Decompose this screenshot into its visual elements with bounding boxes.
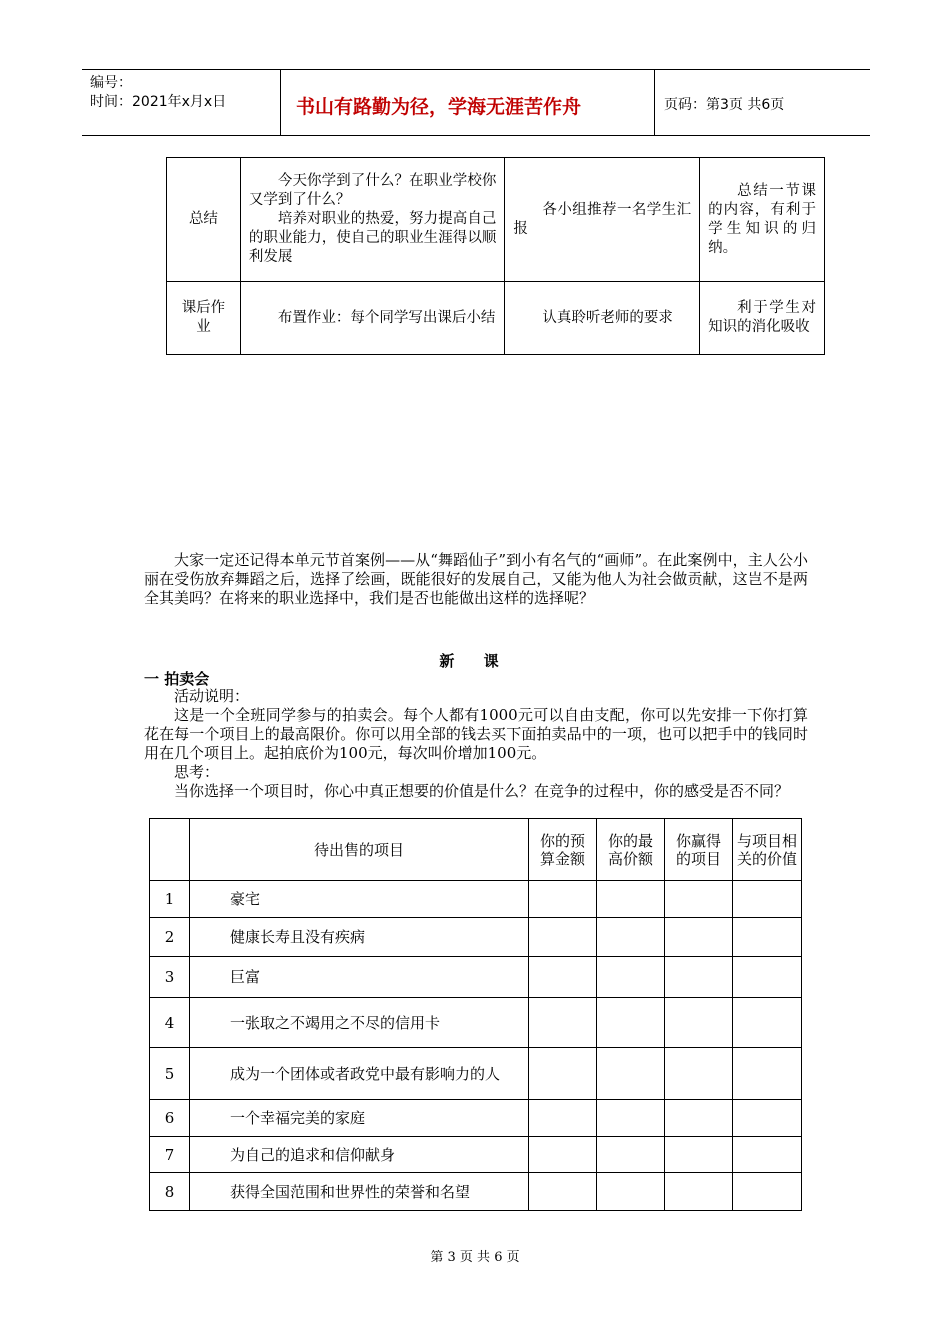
auction-table	[149, 818, 802, 1211]
won-item-cell	[665, 1048, 733, 1100]
purpose-cell: 利于学生对知识的消化吸收	[700, 282, 825, 355]
header-bottom-rule	[82, 135, 870, 136]
column-header: 你的最高价额	[597, 819, 665, 881]
new-lesson-title: 新 课	[439, 652, 511, 670]
header-divider-right	[654, 69, 655, 135]
activity-text: 这是一个全班同学参与的拍卖会。每个人都有1000元可以自由支配，你可以先安排一下你打算花在每一个项目上的最高限价。你可以用全部的钱去买下面拍卖品中的一项，也可以把手中的钱同时用在几个项目上。起拍底价为100元，每次叫价增加100元。	[144, 706, 808, 762]
stage-cell: 课后作业	[167, 282, 241, 355]
item-number: 8	[150, 1173, 190, 1211]
item-name: 一张取之不竭用之不尽的信用卡	[190, 998, 529, 1048]
budget-cell	[529, 1100, 597, 1137]
think-label: 思考：	[174, 763, 220, 781]
max-price-cell	[597, 1100, 665, 1137]
doc-number-label: 编号：	[90, 75, 132, 91]
column-header	[150, 819, 190, 881]
item-name: 获得全国范围和世界性的荣誉和名望	[190, 1173, 529, 1211]
teacher-text: 培养对职业的热爱，努力提高自己的职业能力，使自己的职业生涯得以顺利发展	[248, 211, 497, 265]
item-number: 4	[150, 998, 190, 1048]
item-name: 健康长寿且没有疾病	[190, 918, 529, 957]
won-item-cell	[665, 881, 733, 918]
budget-cell	[529, 918, 597, 957]
table-row	[150, 918, 802, 957]
student-activity-cell: 各小组推荐一名学生汇报	[505, 158, 700, 282]
table-header-row	[150, 819, 802, 881]
item-name: 一个幸福完美的家庭	[190, 1100, 529, 1137]
column-header: 你的预算金额	[529, 819, 597, 881]
column-header: 你赢得的项目	[665, 819, 733, 881]
activity-label: 活动说明：	[174, 687, 250, 705]
header-page-code: 页码：第3页 共6页	[664, 97, 785, 113]
budget-cell	[529, 957, 597, 998]
item-number: 6	[150, 1100, 190, 1137]
won-item-cell	[665, 998, 733, 1048]
header-top-rule	[82, 69, 870, 70]
max-price-cell	[597, 957, 665, 998]
item-number: 7	[150, 1137, 190, 1173]
student-activity-cell: 认真聆听老师的要求	[505, 282, 700, 355]
page-footer: 第 3 页 共 6 页	[430, 1250, 520, 1265]
item-number: 3	[150, 957, 190, 998]
think-text: 当你选择一个项目时，你心中真正想要的价值是什么？在竞争的过程中，你的感受是否不同？	[174, 782, 790, 800]
value-cell	[733, 1100, 802, 1137]
item-name: 为自己的追求和信仰献身	[190, 1137, 529, 1173]
value-cell	[733, 1173, 802, 1211]
table-row	[150, 1173, 802, 1211]
value-cell	[733, 957, 802, 998]
max-price-cell	[597, 1137, 665, 1173]
column-header: 与项目相关的价值	[733, 819, 802, 881]
teacher-activity-cell	[240, 158, 505, 282]
max-price-cell	[597, 1173, 665, 1211]
table-row	[167, 282, 825, 355]
value-cell	[733, 881, 802, 918]
item-name: 豪宅	[190, 881, 529, 918]
header-divider-left	[280, 69, 281, 135]
table-row	[150, 1048, 802, 1100]
item-name: 巨富	[190, 957, 529, 998]
won-item-cell	[665, 957, 733, 998]
teacher-text: 今天你学到了什么？在职业学校你又学到了什么？	[248, 173, 497, 208]
max-price-cell	[597, 918, 665, 957]
table-row	[150, 998, 802, 1048]
value-cell	[733, 1137, 802, 1173]
value-cell	[733, 998, 802, 1048]
item-number: 2	[150, 918, 190, 957]
purpose-cell: 总结一节课的内容，有利于学生知识的归纳。	[700, 158, 825, 282]
doc-time-label: 时间：2021年x月x日	[90, 94, 227, 110]
teacher-text: 布置作业：每个同学写出课后小结	[277, 309, 496, 326]
budget-cell	[529, 1048, 597, 1100]
lesson-summary-table	[166, 157, 825, 355]
column-header: 待出售的项目	[190, 819, 529, 881]
item-number: 5	[150, 1048, 190, 1100]
intro-paragraph: 大家一定还记得本单元节首案例——从“舞蹈仙子”到小有名气的“画师”。在此案例中，主人公小丽在受伤放弃舞蹈之后，选择了绘画，既能很好的发展自己，又能为他人为社会做贡献，这岂不是两全其美吗？在将来的职业选择中，我们是否也能做出这样的选择呢？	[144, 551, 808, 607]
table-row	[150, 1100, 802, 1137]
table-row	[150, 881, 802, 918]
won-item-cell	[665, 1173, 733, 1211]
header-motto: 书山有路勤为径，学海无涯苦作舟	[296, 96, 582, 118]
budget-cell	[529, 881, 597, 918]
table-row	[150, 957, 802, 998]
budget-cell	[529, 1137, 597, 1173]
table-row	[150, 1137, 802, 1173]
max-price-cell	[597, 998, 665, 1048]
max-price-cell	[597, 881, 665, 918]
item-number: 1	[150, 881, 190, 918]
teacher-activity-cell	[240, 282, 505, 355]
won-item-cell	[665, 1100, 733, 1137]
won-item-cell	[665, 918, 733, 957]
budget-cell	[529, 998, 597, 1048]
value-cell	[733, 918, 802, 957]
section-title: 一 拍卖会	[144, 670, 210, 688]
value-cell	[733, 1048, 802, 1100]
table-row	[167, 158, 825, 282]
max-price-cell	[597, 1048, 665, 1100]
budget-cell	[529, 1173, 597, 1211]
item-name: 成为一个团体或者政党中最有影响力的人	[190, 1048, 529, 1100]
stage-cell: 总结	[167, 158, 241, 282]
won-item-cell	[665, 1137, 733, 1173]
